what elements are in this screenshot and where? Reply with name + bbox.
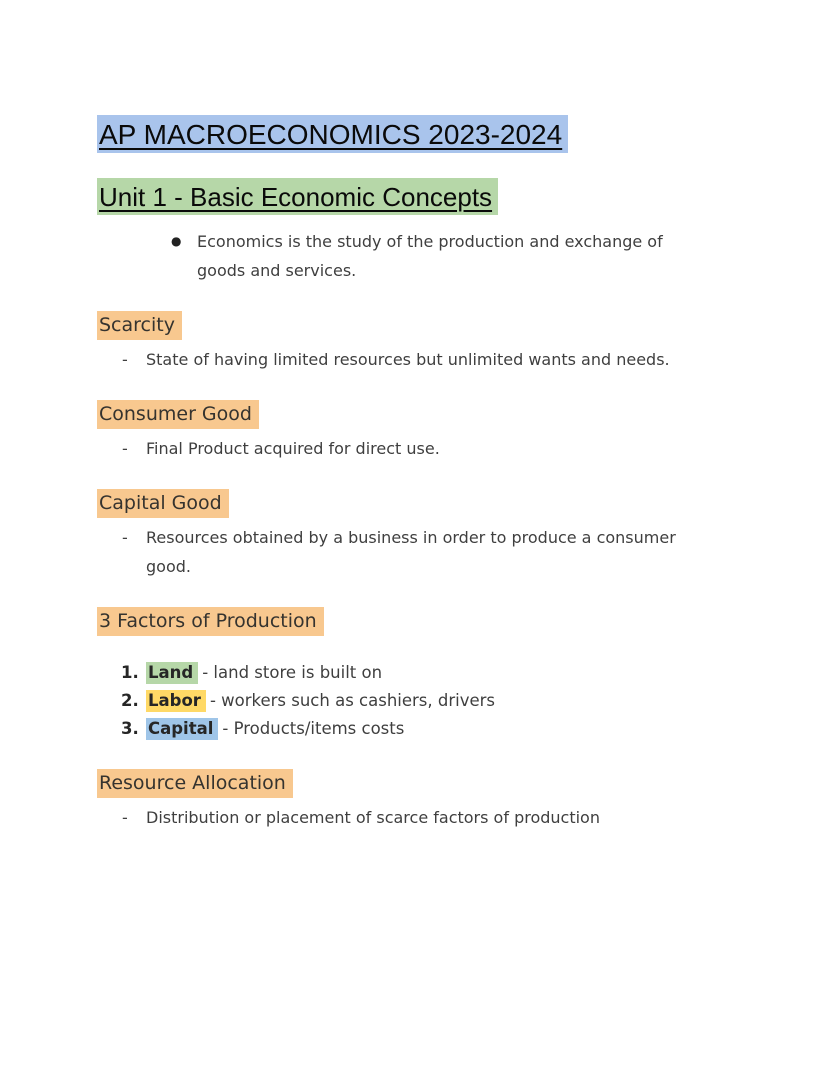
list-item xyxy=(0,345,828,374)
list-number: 3. xyxy=(121,719,139,738)
section-capital-good xyxy=(0,491,828,581)
list-item xyxy=(0,687,828,715)
term-land-highlight: Land xyxy=(146,662,198,684)
section-heading-highlight: 3 Factors of Production xyxy=(97,607,324,636)
factors-list xyxy=(0,659,828,743)
definition-text: Final Product acquired for direct use. xyxy=(146,439,440,458)
term-definition: - Products/items costs xyxy=(222,719,405,738)
definition-text: Distribution or placement of scarce factors of production xyxy=(146,808,600,827)
list-item xyxy=(0,434,828,463)
section-heading xyxy=(97,313,828,337)
section-heading xyxy=(97,771,828,795)
unit-heading-highlight: Unit 1 - Basic Economic Concepts xyxy=(97,178,498,215)
definition-text: State of having limited resources but unlimited wants and needs. xyxy=(146,350,670,369)
definition-list xyxy=(0,345,828,374)
definition-list xyxy=(0,523,828,581)
definition-list xyxy=(0,434,828,463)
term-definition: - workers such as cashiers, drivers xyxy=(209,691,496,710)
section-heading xyxy=(97,609,828,633)
section-heading-highlight: Resource Allocation xyxy=(97,769,293,798)
doc-title xyxy=(97,120,828,150)
section-factors-of-production xyxy=(0,609,828,743)
section-heading xyxy=(97,491,828,515)
section-consumer-good xyxy=(0,402,828,463)
section-heading-highlight: Consumer Good xyxy=(97,400,259,429)
dash-icon: - xyxy=(122,350,128,369)
section-resource-allocation xyxy=(0,771,828,832)
list-item xyxy=(0,715,828,743)
bullet-icon: ● xyxy=(171,234,182,248)
list-number: 2. xyxy=(121,691,139,710)
unit-heading xyxy=(97,183,828,211)
doc-title-highlight: AP MACROECONOMICS 2023-2024 xyxy=(97,115,568,153)
intro-bullet-list xyxy=(0,227,828,285)
section-heading-highlight: Capital Good xyxy=(97,489,229,518)
term-labor-highlight: Labor xyxy=(146,690,206,712)
dash-icon: - xyxy=(122,528,128,547)
section-heading-highlight: Scarcity xyxy=(97,311,182,340)
list-item xyxy=(0,227,828,285)
list-item xyxy=(0,523,828,581)
list-number: 1. xyxy=(121,663,139,682)
dash-icon: - xyxy=(122,808,128,827)
term-definition: - land store is built on xyxy=(202,663,383,682)
list-item xyxy=(0,659,828,687)
list-item xyxy=(0,803,828,832)
term-capital-highlight: Capital xyxy=(146,718,218,740)
definition-text: Resources obtained by a business in order to produce a consumer good. xyxy=(146,528,676,576)
section-scarcity xyxy=(0,313,828,374)
section-heading xyxy=(97,402,828,426)
definition-list xyxy=(0,803,828,832)
dash-icon: - xyxy=(122,439,128,458)
intro-bullet-text: Economics is the study of the production and exchange of goods and services. xyxy=(197,232,663,280)
